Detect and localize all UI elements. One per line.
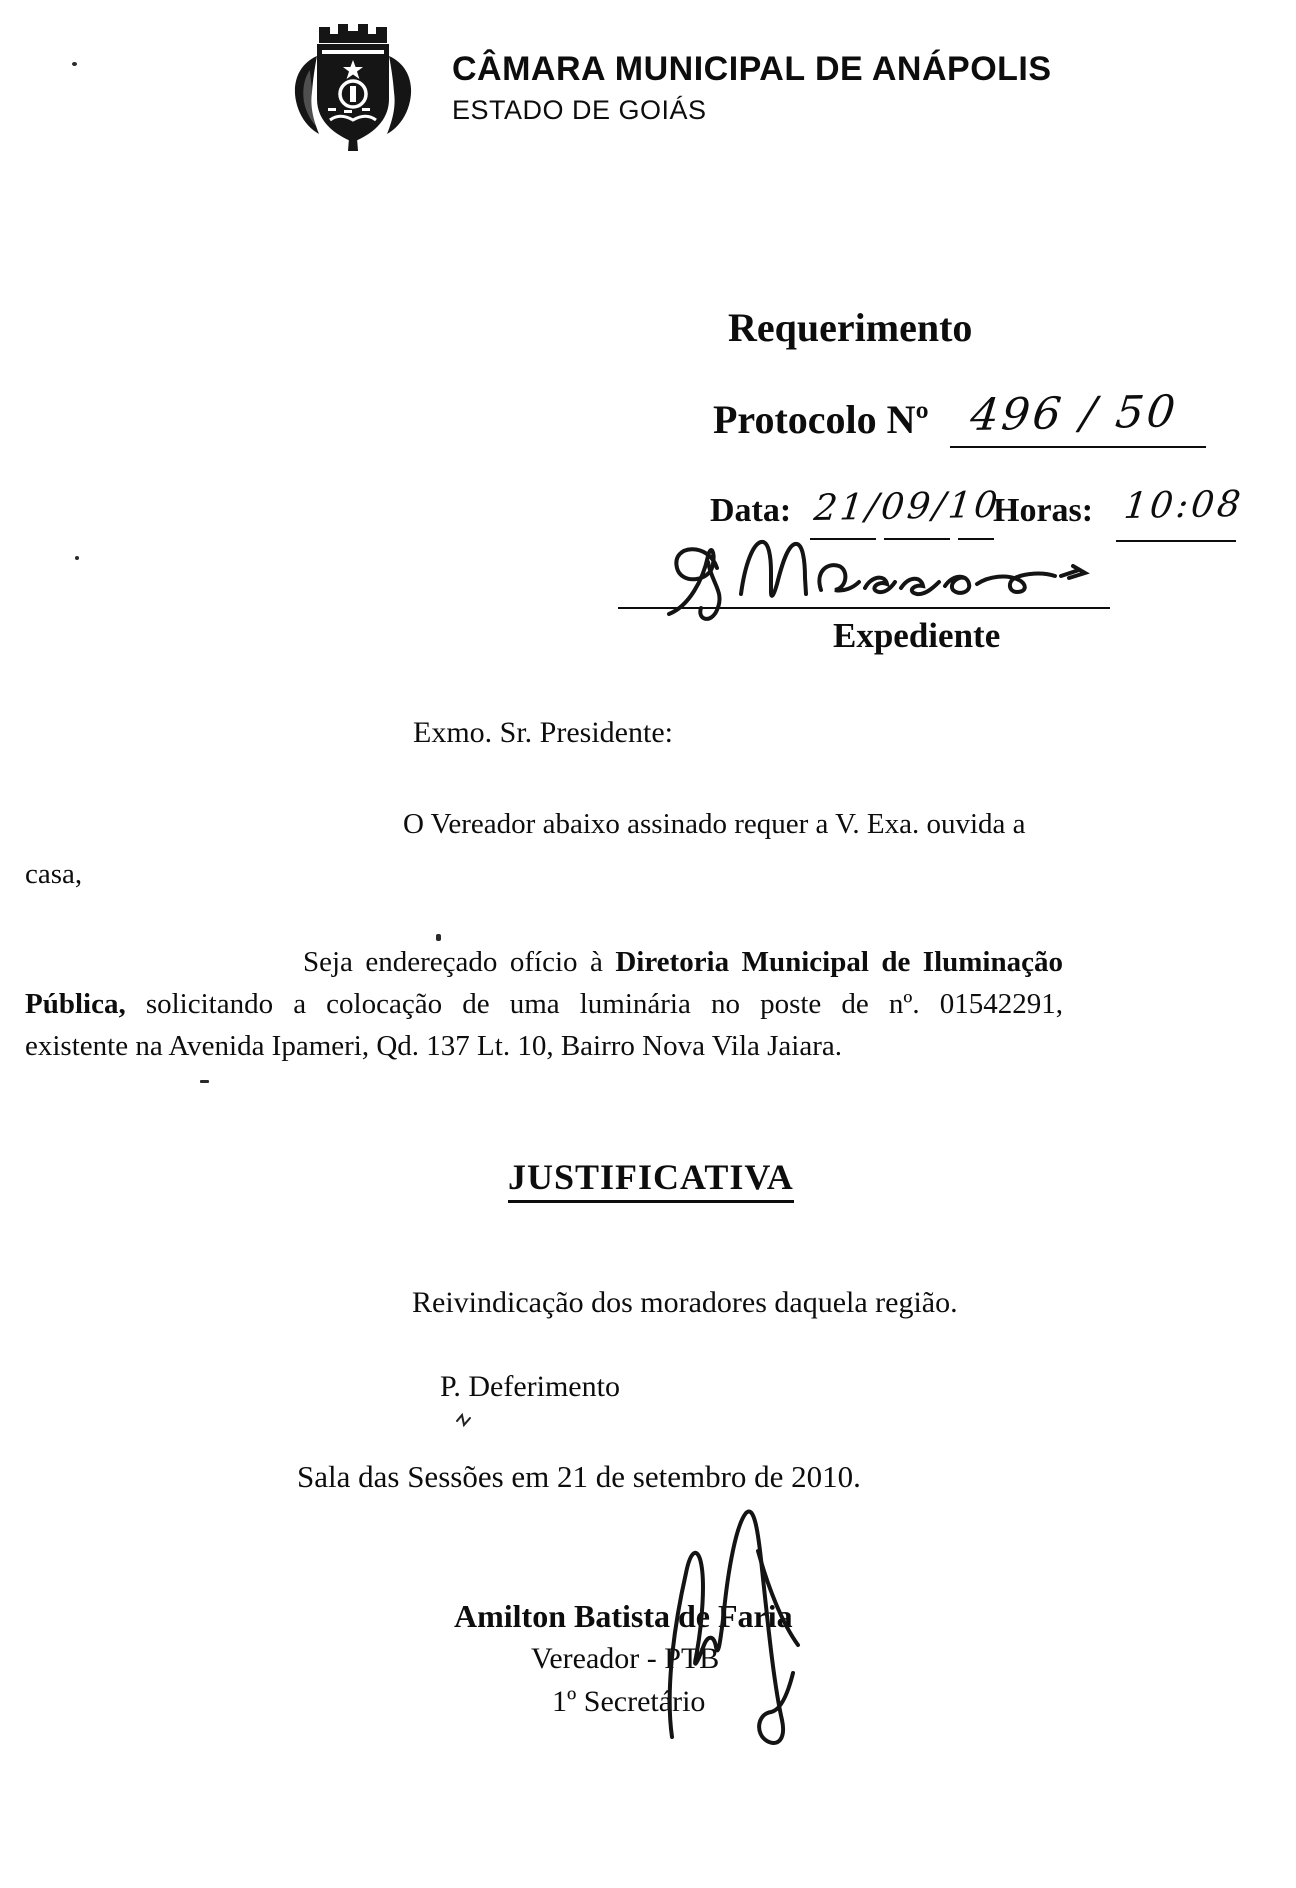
time-line [1116,540,1236,542]
scan-speck [200,1080,209,1083]
document-type-title: Requerimento [728,305,973,350]
request-line-1 [25,946,1063,979]
intro-line: O Vereador abaixo assinado requer a V. Exa. ouvida a [403,808,1026,840]
coat-of-arms-icon [286,20,420,152]
org-name: CÂMARA MUNICIPAL DE ANÁPOLIS [452,50,1052,88]
date-label: Data: [710,492,792,529]
coat-of-arms-logo [286,20,420,152]
request-line1-normal: Seja endereçado ofício à [303,946,616,978]
date-handwritten: 21/09/10 [812,484,1003,529]
protocol-number-label: Protocolo Nº [713,397,929,442]
request-line-3: existente na Avenida Ipameri, Qd. 137 Lt. 10, Bairro Nova Vila Jaiara. [25,1030,842,1062]
scan-speck [436,934,441,941]
request-line1-bold: Diretoria Municipal de Iluminação [615,946,1063,978]
time-handwritten: 10:08 [1122,483,1246,527]
protocol-number-line [950,446,1206,448]
place-date-line: Sala das Sessões em 21 de setembro de 2010. [297,1459,861,1494]
justification-text: Reivindicação dos moradores daquela região. [412,1286,958,1319]
protocol-number-handwritten: 496 / 50 [968,386,1181,441]
request-line2-bold: Pública, [25,988,126,1020]
scan-speck [72,62,77,66]
deferment-line: P. Deferimento [440,1370,620,1403]
signer-title: 1º Secretário [552,1685,706,1718]
signer-role: Vereador - PTB [531,1642,720,1675]
time-label: Horas: [993,492,1094,529]
justification-heading: JUSTIFICATIVA [508,1156,794,1203]
request-line-2 [25,988,1063,1021]
handwritten-tick-mark [455,1412,473,1428]
intro-carry-word: casa, [25,858,83,890]
signer-name: Amilton Batista de Faria [454,1598,793,1634]
org-state: ESTADO DE GOIÁS [452,95,707,125]
salutation: Exmo. Sr. Presidente: [413,716,673,749]
expediente-label: Expediente [833,616,1001,655]
request-line2-normal: solicitando a colocação de uma luminária no poste de nº. 01542291, [125,988,1063,1020]
scan-speck [75,556,79,560]
signer-signature-scribble [610,1495,810,1750]
